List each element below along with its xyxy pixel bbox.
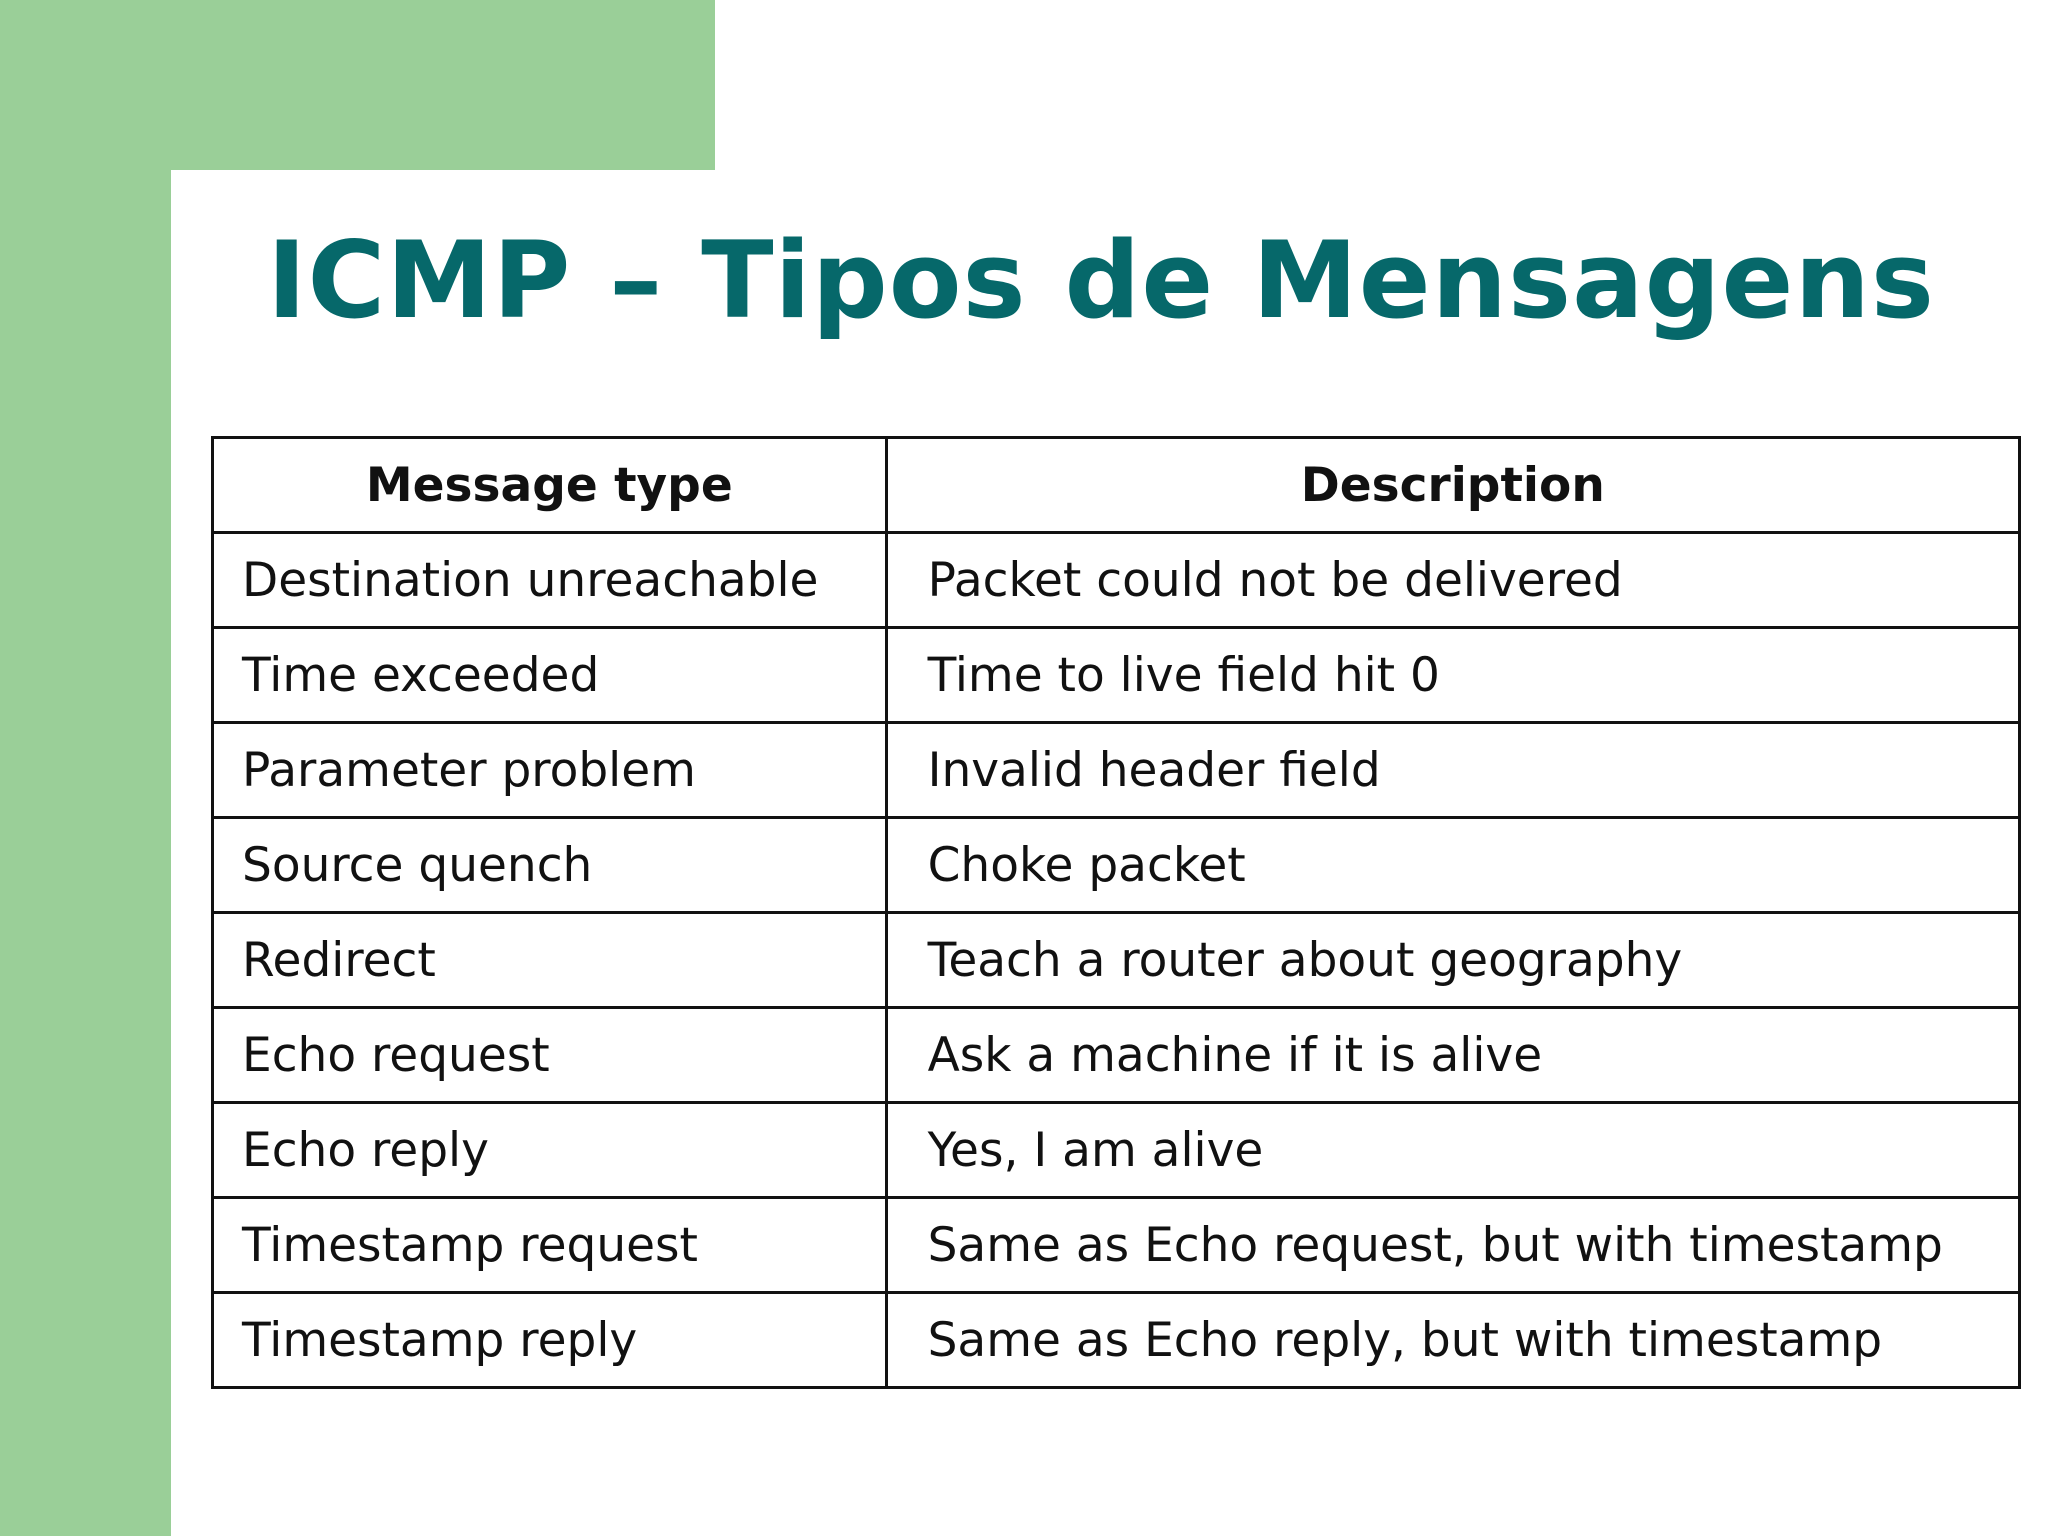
slide-title: ICMP – Tipos de Mensagens	[267, 219, 1935, 342]
description-cell: Yes, I am alive	[886, 1103, 2019, 1198]
message-type-cell: Timestamp request	[213, 1198, 887, 1293]
table-header-row	[213, 438, 2020, 533]
description-cell: Same as Echo request, but with timestamp	[886, 1198, 2019, 1293]
table-row	[213, 533, 2020, 628]
column-header-description: Description	[886, 438, 2019, 533]
column-header-message-type: Message type	[213, 438, 887, 533]
message-type-cell: Source quench	[213, 818, 887, 913]
description-cell: Ask a machine if it is alive	[886, 1008, 2019, 1103]
decorative-green-band-top	[0, 0, 715, 170]
message-type-cell: Time exceeded	[213, 628, 887, 723]
message-type-cell: Redirect	[213, 913, 887, 1008]
message-type-cell: Parameter problem	[213, 723, 887, 818]
icmp-table-container	[211, 436, 2021, 1389]
description-cell: Choke packet	[886, 818, 2019, 913]
message-type-cell: Echo request	[213, 1008, 887, 1103]
description-cell: Teach a router about geography	[886, 913, 2019, 1008]
message-type-cell: Echo reply	[213, 1103, 887, 1198]
description-cell: Invalid header field	[886, 723, 2019, 818]
table-row	[213, 1198, 2020, 1293]
table-row	[213, 913, 2020, 1008]
table-row	[213, 723, 2020, 818]
table-row	[213, 818, 2020, 913]
decorative-green-band-left	[0, 0, 171, 1536]
description-cell: Packet could not be delivered	[886, 533, 2019, 628]
icmp-message-table	[211, 436, 2021, 1389]
table-row	[213, 628, 2020, 723]
table-row	[213, 1008, 2020, 1103]
table-row	[213, 1103, 2020, 1198]
description-cell: Time to live field hit 0	[886, 628, 2019, 723]
table-row	[213, 1293, 2020, 1388]
message-type-cell: Destination unreachable	[213, 533, 887, 628]
message-type-cell: Timestamp reply	[213, 1293, 887, 1388]
description-cell: Same as Echo reply, but with timestamp	[886, 1293, 2019, 1388]
